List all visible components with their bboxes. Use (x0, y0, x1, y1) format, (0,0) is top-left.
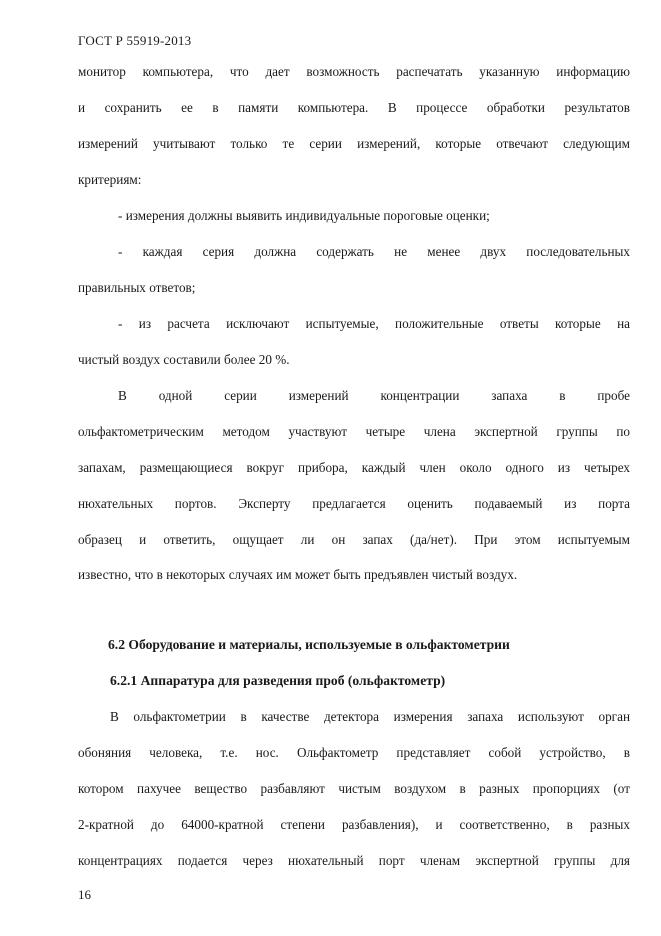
text-line: 2-кратной до 64000-кратной степени разбавления), и соответственно, в разных (78, 817, 630, 832)
paragraph-first-line: В одной серии измерений концентрации запаха в пробе (118, 388, 630, 403)
text-line: известно, что в некоторых случаях им может быть предъявлен чистый воздух. (78, 567, 518, 582)
text-line: ольфактометрическим методом участвуют четыре члена экспертной группы по (78, 424, 630, 439)
text-line: концентрациях подается через нюхательный порт членам экспертной группы для (78, 853, 630, 868)
subsection-heading: 6.2.1 Аппаратура для разведения проб (ольфактометр) (110, 673, 446, 688)
text-line: и сохранить ее в памяти компьютера. В процессе обработки результатов (78, 100, 630, 115)
text-line: правильных ответов; (78, 280, 196, 295)
paragraph-first-line: В ольфактометрии в качестве детектора измерения запаха используют орган (110, 709, 630, 724)
section-heading: 6.2 Оборудование и материалы, используемые в ольфактометрии (108, 637, 510, 652)
text-line: измерений учитывают только те серии измерений, которые отвечают следующим (78, 136, 630, 151)
text-line: запахам, размещающиеся вокруг прибора, каждый член около одного из четырех (78, 460, 630, 475)
list-item-text: - из расчета исключают испытуемые, положительные ответы которые на (118, 316, 630, 331)
text-line: обоняния человека, т.е. нос. Ольфактометр представляет собой устройство, в (78, 745, 630, 760)
text-line: котором пахучее вещество разбавляют чистым воздухом в разных пропорциях (от (78, 781, 630, 796)
list-item-text: - каждая серия должна содержать не менее двух последовательных (118, 244, 630, 259)
text-line: монитор компьютера, что дает возможность распечатать указанную информацию (78, 64, 630, 79)
document-code: ГОСТ Р 55919-2013 (78, 33, 192, 48)
text-line: чистый воздух составили более 20 %. (78, 352, 290, 367)
text-line: образец и ответить, ощущает ли он запах (да/нет). При этом испытуемым (78, 532, 630, 547)
text-line: нюхательных портов. Эксперту предлагается оценить подаваемый из порта (78, 496, 630, 511)
text-line: критериям: (78, 172, 142, 187)
page-number: 16 (78, 887, 91, 902)
list-item-text: - измерения должны выявить индивидуальные пороговые оценки; (118, 208, 490, 223)
